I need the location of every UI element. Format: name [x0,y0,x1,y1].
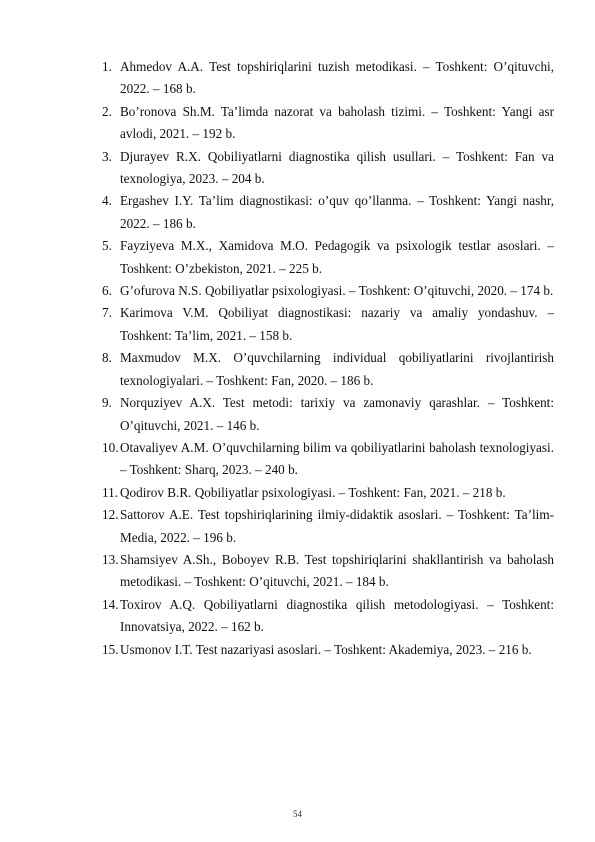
reference-number: 12. [102,507,119,523]
reference-text: Otavaliyev A.M. O’quvchilarning bilim va qobiliyatlarini baholash texnologiyasi. – Toshkent: Sharq, 2023. – 240 b. [120,439,554,478]
reference-number: 15. [102,641,119,657]
reference-text: Ahmedov A.A. Test topshiriqlarini tuzish metodikasi. – Toshkent: O’qituvchi, 2022. – 168 b. [120,59,554,97]
reference-text: Karimova V.M. Qobiliyat diagnostikasi: nazariy va amaliy yondashuv. – Toshkent: Ta’lim, 2021. – 158 b. [120,305,554,343]
reference-number: 8. [102,350,112,366]
reference-item [102,392,554,437]
reference-item [102,482,554,504]
reference-number: 1. [102,59,112,74]
reference-text: Norquziyev A.X. Test metodi: tarixiy va zamonaviy qarashlar. – Toshkent: O’qituvchi, 2021. – 146 b. [120,395,554,433]
reference-number: 2. [102,103,112,119]
reference-number: 4. [102,193,112,209]
reference-number: 11. [102,484,118,500]
reference-number: 5. [102,238,112,254]
reference-number: 7. [102,305,112,321]
reference-text: Ergashev I.Y. Ta’lim diagnostikasi: o’quv qo’llanma. – Toshkent: Yangi nashr, 2022. – 186 b. [120,193,554,231]
page-number: 54 [293,809,302,819]
reference-item [102,639,554,661]
reference-item [102,101,554,146]
reference-item [102,347,554,392]
reference-number: 10. [102,439,119,455]
reference-number: 3. [102,148,112,164]
reference-text: Toxirov A.Q. Qobiliyatlarni diagnostika qilish metodologiyasi. – Toshkent: Innovatsiya, 2022. – 162 b. [120,596,554,635]
reference-item [102,504,554,549]
reference-item [102,549,554,594]
reference-text: Usmonov I.T. Test nazariyasi asoslari. – Toshkent: Akademiya, 2023. – 216 b. [120,641,532,657]
reference-item [102,594,554,639]
reference-text: Bo’ronova Sh.M. Ta’limda nazorat va baholash tizimi. – Toshkent: Yangi asr avlodi, 2021. – 192 b. [120,103,554,142]
reference-text: G’ofurova N.S. Qobiliyatlar psixologiyasi. – Toshkent: O’qituvchi, 2020. – 174 b. [120,283,554,299]
reference-number: 6. [102,283,112,299]
reference-text: Maxmudov M.X. O’quvchilarning individual qobiliyatlarini rivojlantirish texnologiyalari. – Toshkent: Fan, 2020. – 186 b. [120,350,554,388]
reference-number: 14. [102,596,119,612]
reference-list [102,56,554,661]
reference-number: 13. [102,551,119,567]
reference-text: Qodirov B.R. Qobiliyatlar psixologiyasi. – Toshkent: Fan, 2021. – 218 b. [120,484,506,500]
reference-text: Sattorov A.E. Test topshiriqlarining ilmiy-didaktik asoslari. – Toshkent: Ta’lim-Media, 2022. – 196 b. [120,507,554,545]
reference-text: Shamsiyev A.Sh., Boboyev R.B. Test topshiriqlarini shakllantirish va baholash metodikasi. – Toshkent: O’qituvchi, 2021. – 184 b. [120,551,554,590]
reference-item [102,437,554,482]
reference-item [102,280,554,302]
reference-item [102,146,554,191]
reference-number: 9. [102,395,112,411]
reference-text: Djurayev R.X. Qobiliyatlarni diagnostika qilish usullari. – Toshkent: Fan va texnologiya, 2023. – 204 b. [120,148,554,187]
reference-item [102,56,554,101]
reference-text: Fayziyeva M.X., Xamidova M.O. Pedagogik va psixologik testlar asoslari. – Toshkent: O’zbekiston, 2021. – 225 b. [120,238,554,276]
reference-item [102,302,554,347]
reference-item [102,235,554,280]
reference-item [102,190,554,235]
